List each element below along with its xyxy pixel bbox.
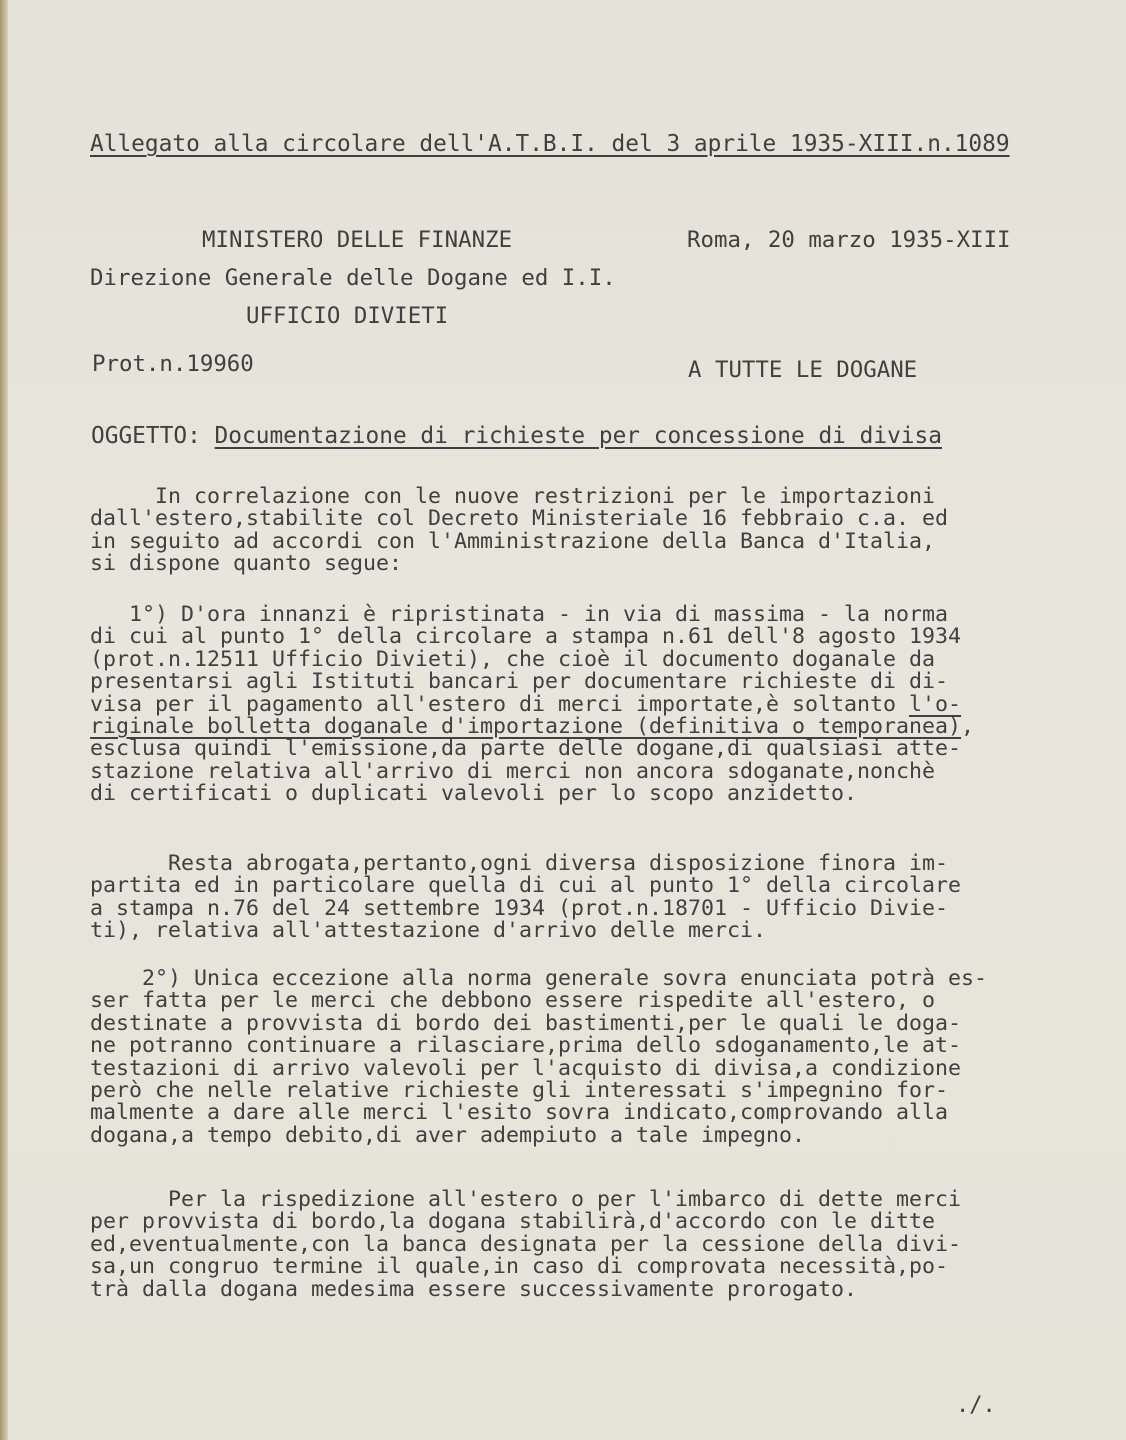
paragraph-line: trà dalla dogana medesima essere successivamente prorogato.: [90, 1276, 858, 1302]
paragraph-line: Resta abrogata,pertanto,ogni diversa disposizione finora im-: [90, 851, 949, 876]
paragraph-line: ne potranno continuare a rilasciare,prima dello sdoganamento,le at-: [90, 1033, 962, 1059]
paragraph-line: di cui al punto 1° della circolare a stampa n.61 dell'8 agosto 1934: [90, 624, 962, 650]
paragraph-line: ser fatta per le merci che debbono essere rispedite all'estero, o: [90, 988, 936, 1014]
paragraph-line: [90, 691, 1030, 717]
paragraph-line: [90, 713, 1030, 739]
paragraph-line: (prot.n.12511 Ufficio Divieti), che cioè il documento doganale da: [90, 646, 936, 672]
paragraph-line: testazioni di arrivo valevoli per l'acquisto di divisa,a condizione: [90, 1055, 962, 1081]
underlined-text: riginale bolletta doganale d'importazione (definitiva o temporanea): [90, 713, 962, 739]
paragraph-line: destinate a provvista di bordo dei bastimenti,per le quali le doga-: [90, 1010, 962, 1036]
paragraph-line: si dispone quanto segue:: [90, 551, 403, 577]
place-date: Roma, 20 marzo 1935-XIII: [687, 227, 1011, 253]
subject-label: OGGETTO:: [91, 423, 201, 449]
paragraph-line: però che nelle relative richieste gli interessati s'impegnino for-: [90, 1077, 949, 1103]
paragraph-line: ed,eventualmente,con la banca designata per la cessione della divi-: [90, 1231, 962, 1257]
paragraph-line: Per la rispedizione all'estero o per l'imbarco di dette merci: [90, 1187, 962, 1212]
paragraph-3: [90, 853, 1030, 943]
office-name: UFFICIO DIVIETI: [246, 303, 449, 329]
continuation-mark: ./.: [956, 1393, 996, 1418]
underlined-text: l'o-: [909, 691, 962, 717]
paragraph-line: dall'estero,stabilite col Decreto Ministeriale 16 febbraio c.a. ed: [90, 506, 949, 532]
recipient: A TUTTE LE DOGANE: [688, 357, 918, 383]
paragraph-line: esclusa quindi l'emissione,da parte delle dogane,di qualsiasi atte-: [90, 736, 962, 762]
paragraph-line: presentarsi agli Istituti bancari per documentare richieste di di-: [90, 669, 949, 695]
paragraph-line: a stampa n.76 del 24 settembre 1934 (prot.n.18701 - Ufficio Divie-: [90, 895, 949, 921]
paragraph-line: in seguito ad accordi con l'Amministrazione della Banca d'Italia,: [90, 528, 936, 554]
paragraph-line: ti), relativa all'attestazione d'arrivo delle merci.: [90, 918, 767, 944]
paragraph-line: 1°) D'ora innanzi è ripristinata - in via di massima - la norma: [90, 602, 949, 627]
paragraph-line: sa,un congruo termine il quale,in caso di comprovata necessità,po-: [90, 1254, 949, 1280]
paragraph-4: [90, 968, 1030, 1147]
subject-line: [91, 424, 942, 448]
ministry-name: MINISTERO DELLE FINANZE: [202, 227, 513, 253]
line-text: visa per il pagamento all'estero di merci importate,è soltanto: [90, 691, 910, 717]
paragraph-line: In correlazione con le nuove restrizioni per le importazioni: [90, 484, 936, 509]
directorate-name: Direzione Generale delle Dogane ed I.I.: [90, 265, 616, 291]
paragraph-line: stazione relativa all'arrivo di merci non ancora sdoganate,nonchè: [90, 758, 936, 784]
paragraph-5: [90, 1189, 1030, 1301]
paragraph-line: partita ed in particolare quella di cui al punto 1° della circolare: [90, 873, 962, 899]
paragraph-line: per provvista di bordo,la dogana stabilirà,d'accordo con le ditte: [90, 1209, 936, 1235]
protocol-number: Prot.n.19960: [92, 351, 254, 377]
paragraph-line: di certificati o duplicati valevoli per lo scopo anzidetto.: [90, 781, 858, 807]
paragraph-line: dogana,a tempo debito,di aver adempiuto a tale impegno.: [90, 1122, 806, 1148]
paragraph-line: malmente a dare alle merci l'esito sovra indicato,comprovando alla: [90, 1100, 949, 1126]
subject-text: Documentazione di richieste per concessione di divisa: [214, 423, 942, 449]
paragraph-2: [90, 604, 1030, 806]
line-text: ,: [961, 713, 975, 739]
paragraph-line: 2°) Unica eccezione alla norma generale sovra enunciata potrà es-: [90, 966, 988, 991]
paragraph-1: [90, 486, 1030, 576]
attachment-header: Allegato alla circolare dell'A.T.B.I. del 3 aprile 1935-XIII.n.1089: [90, 131, 1010, 157]
page-edge: [0, 0, 8, 1440]
